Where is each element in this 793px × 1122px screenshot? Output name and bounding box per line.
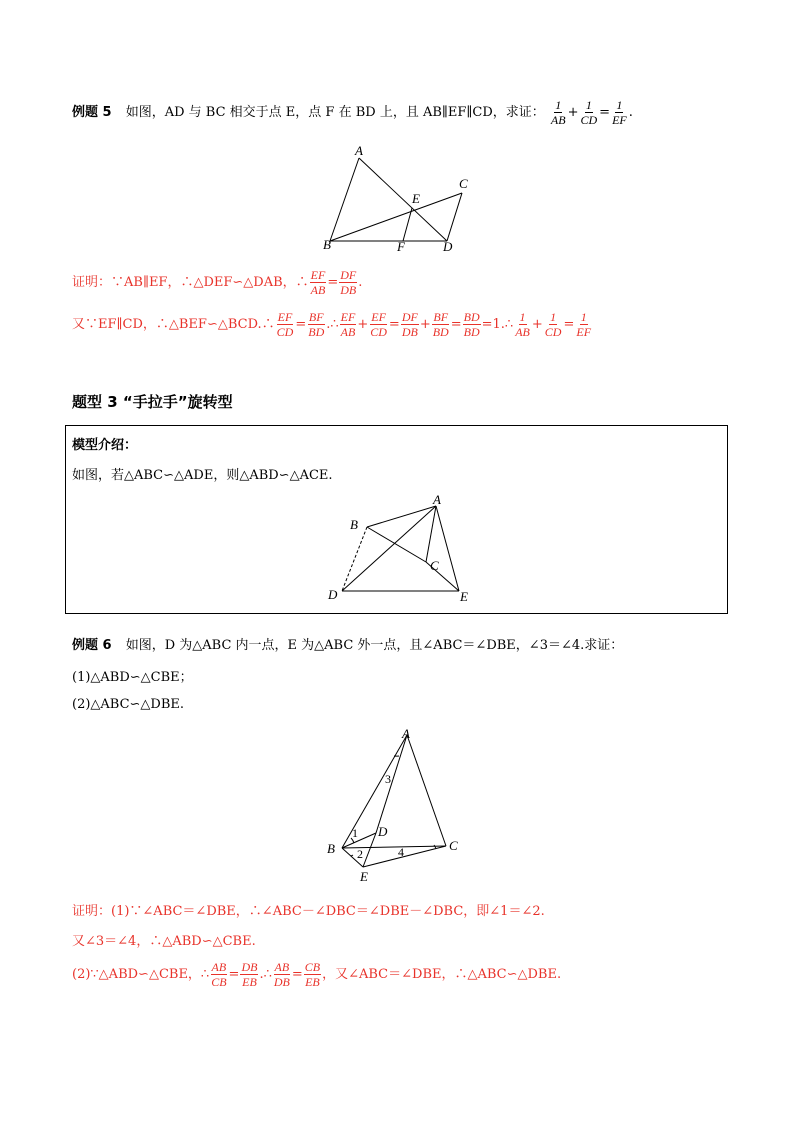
fraction	[307, 310, 325, 339]
fraction-numerator: EF	[371, 310, 386, 324]
example5-label: 例题 5	[72, 105, 112, 120]
fraction-denominator: DB	[273, 975, 290, 989]
fraction-numerator: AB	[274, 960, 290, 974]
fraction	[340, 310, 357, 339]
math-text: .∴	[259, 967, 272, 982]
fraction	[432, 310, 450, 339]
math-text: =	[599, 105, 611, 120]
fraction-denominator: DB	[340, 283, 357, 297]
angle-label: 3	[385, 772, 391, 786]
fraction	[276, 310, 295, 339]
math-text: =1.∴	[481, 317, 514, 332]
hand-in-hand-figure	[320, 495, 480, 607]
point-label: E	[412, 191, 420, 206]
math-text: .	[628, 105, 633, 120]
fraction	[514, 310, 531, 339]
fraction-numerator: EF	[277, 310, 293, 324]
example6-statement	[72, 634, 623, 653]
point-label: D	[328, 587, 338, 602]
fraction-numerator: 1	[616, 98, 623, 112]
point-label: E	[360, 869, 368, 884]
fraction-numerator: DF	[401, 310, 418, 324]
fraction	[210, 960, 227, 989]
point-label: C	[459, 176, 468, 191]
fraction-denominator: BD	[308, 325, 325, 339]
angle-label: 4	[398, 845, 404, 859]
point-label: F	[397, 239, 405, 254]
point-label: D	[378, 824, 388, 839]
fraction-numerator: BF	[308, 310, 324, 324]
fraction-numerator: DF	[340, 268, 357, 282]
point-label: B	[327, 841, 335, 856]
fraction-denominator: EB	[242, 975, 257, 989]
fraction-denominator: EF	[576, 325, 592, 339]
fraction-denominator: CD	[370, 325, 387, 339]
example6-proof-line1: 证明：(1)∵∠ABC＝∠DBE，∴∠ABC－∠DBC＝∠DBE－∠DBC，即∠1＝∠2.	[72, 904, 545, 919]
fraction	[544, 310, 563, 339]
point-label: C	[430, 558, 439, 573]
fraction-denominator: AB	[310, 283, 326, 297]
fraction	[550, 98, 567, 127]
math-text: .∴	[326, 317, 339, 332]
fraction	[339, 268, 357, 297]
point-label: A	[355, 143, 363, 158]
fraction-denominator: DB	[401, 325, 418, 339]
example6-figure	[320, 725, 470, 890]
fraction	[611, 98, 628, 127]
fraction-numerator: 1	[550, 310, 557, 324]
fraction	[401, 310, 419, 339]
fraction	[310, 268, 327, 297]
fraction-numerator: 1	[519, 310, 526, 324]
point-label: D	[443, 239, 453, 254]
example6-text: 如图，D 为△ABC 内一点，E 为△ABC 外一点，且∠ABC＝∠DBE，∠3＝∠4.求证：	[125, 638, 624, 653]
math-text: (2)∵△ABD∽△CBE，∴	[72, 967, 210, 982]
point-label: C	[449, 838, 458, 853]
fraction-denominator: CD	[276, 325, 294, 339]
fraction-denominator: EF	[612, 113, 627, 127]
example5-figure	[315, 143, 490, 255]
fraction	[369, 310, 388, 339]
model-intro-title: 模型介绍：	[72, 438, 138, 453]
example6-label: 例题 6	[72, 638, 112, 653]
fraction-numerator: DB	[241, 960, 258, 974]
fraction-numerator: AB	[211, 960, 227, 974]
fraction-numerator: 1	[555, 98, 562, 112]
point-label: E	[460, 589, 468, 604]
fraction-denominator: BD	[432, 325, 449, 339]
math-text: +	[357, 317, 369, 332]
example5-claim	[549, 98, 633, 127]
fraction-numerator: BF	[433, 310, 449, 324]
math-text: =	[295, 317, 307, 332]
fraction-numerator: 1	[580, 310, 587, 324]
example6-proof-line2: 又∠3＝∠4，∴△ABD∽△CBE.	[72, 934, 256, 949]
point-label: A	[433, 495, 441, 507]
section-heading: 题型 3 “手拉手”旋转型	[72, 393, 233, 411]
fraction-denominator: CD	[544, 325, 562, 339]
fraction	[240, 960, 258, 989]
math-text: =	[327, 275, 339, 290]
example5-proof-line1	[72, 268, 362, 297]
point-label: A	[402, 726, 410, 741]
angle-label: 1	[352, 826, 358, 840]
fraction-numerator: EF	[340, 310, 356, 324]
math-text: =	[291, 967, 303, 982]
example5-statement	[72, 98, 633, 127]
math-text: =	[388, 317, 400, 332]
fraction	[463, 310, 481, 339]
fraction-denominator: BD	[463, 325, 480, 339]
point-label: B	[350, 517, 358, 532]
fraction	[580, 98, 599, 127]
fraction-numerator: 1	[585, 98, 592, 112]
fraction-denominator: EB	[305, 975, 320, 989]
math-text: =	[228, 967, 240, 982]
example6-question1: (1)△ABD∽△CBE；	[72, 670, 193, 685]
fraction	[273, 960, 291, 989]
math-text: +	[419, 317, 431, 332]
math-text: +	[567, 105, 579, 120]
fraction	[304, 960, 321, 989]
math-text: 证明：∵AB∥EF，∴△DEF∽△DAB，∴	[72, 275, 309, 290]
math-text: ，又∠ABC＝∠DBE，∴△ABC∽△DBE.	[322, 967, 562, 982]
fraction-numerator: CB	[304, 960, 321, 974]
math-text: +	[531, 317, 543, 332]
fraction-denominator: AB	[515, 325, 530, 339]
math-text: .	[358, 275, 363, 290]
point-label: B	[323, 237, 331, 252]
math-text: =	[450, 317, 462, 332]
example5-proof-line2	[72, 310, 593, 339]
fraction	[575, 310, 592, 339]
model-intro-text: 如图，若△ABC∽△ADE，则△ABD∽△ACE.	[72, 468, 333, 483]
math-text: 又∵EF∥CD，∴△BEF∽△BCD.∴	[72, 317, 275, 332]
math-text: =	[563, 317, 575, 332]
fraction-denominator: CB	[211, 975, 227, 989]
fraction-numerator: EF	[310, 268, 326, 282]
fraction-denominator: AB	[340, 325, 356, 339]
example5-text: 如图，AD 与 BC 相交于点 E，点 F 在 BD 上，且 AB∥EF∥CD，求证：	[125, 105, 545, 120]
angle-label: 2	[357, 847, 363, 861]
example6-proof-line3	[72, 960, 561, 989]
fraction-denominator: CD	[580, 113, 598, 127]
example6-question2: (2)△ABC∽△DBE.	[72, 697, 185, 712]
fraction-denominator: AB	[550, 113, 566, 127]
fraction-numerator: BD	[463, 310, 480, 324]
